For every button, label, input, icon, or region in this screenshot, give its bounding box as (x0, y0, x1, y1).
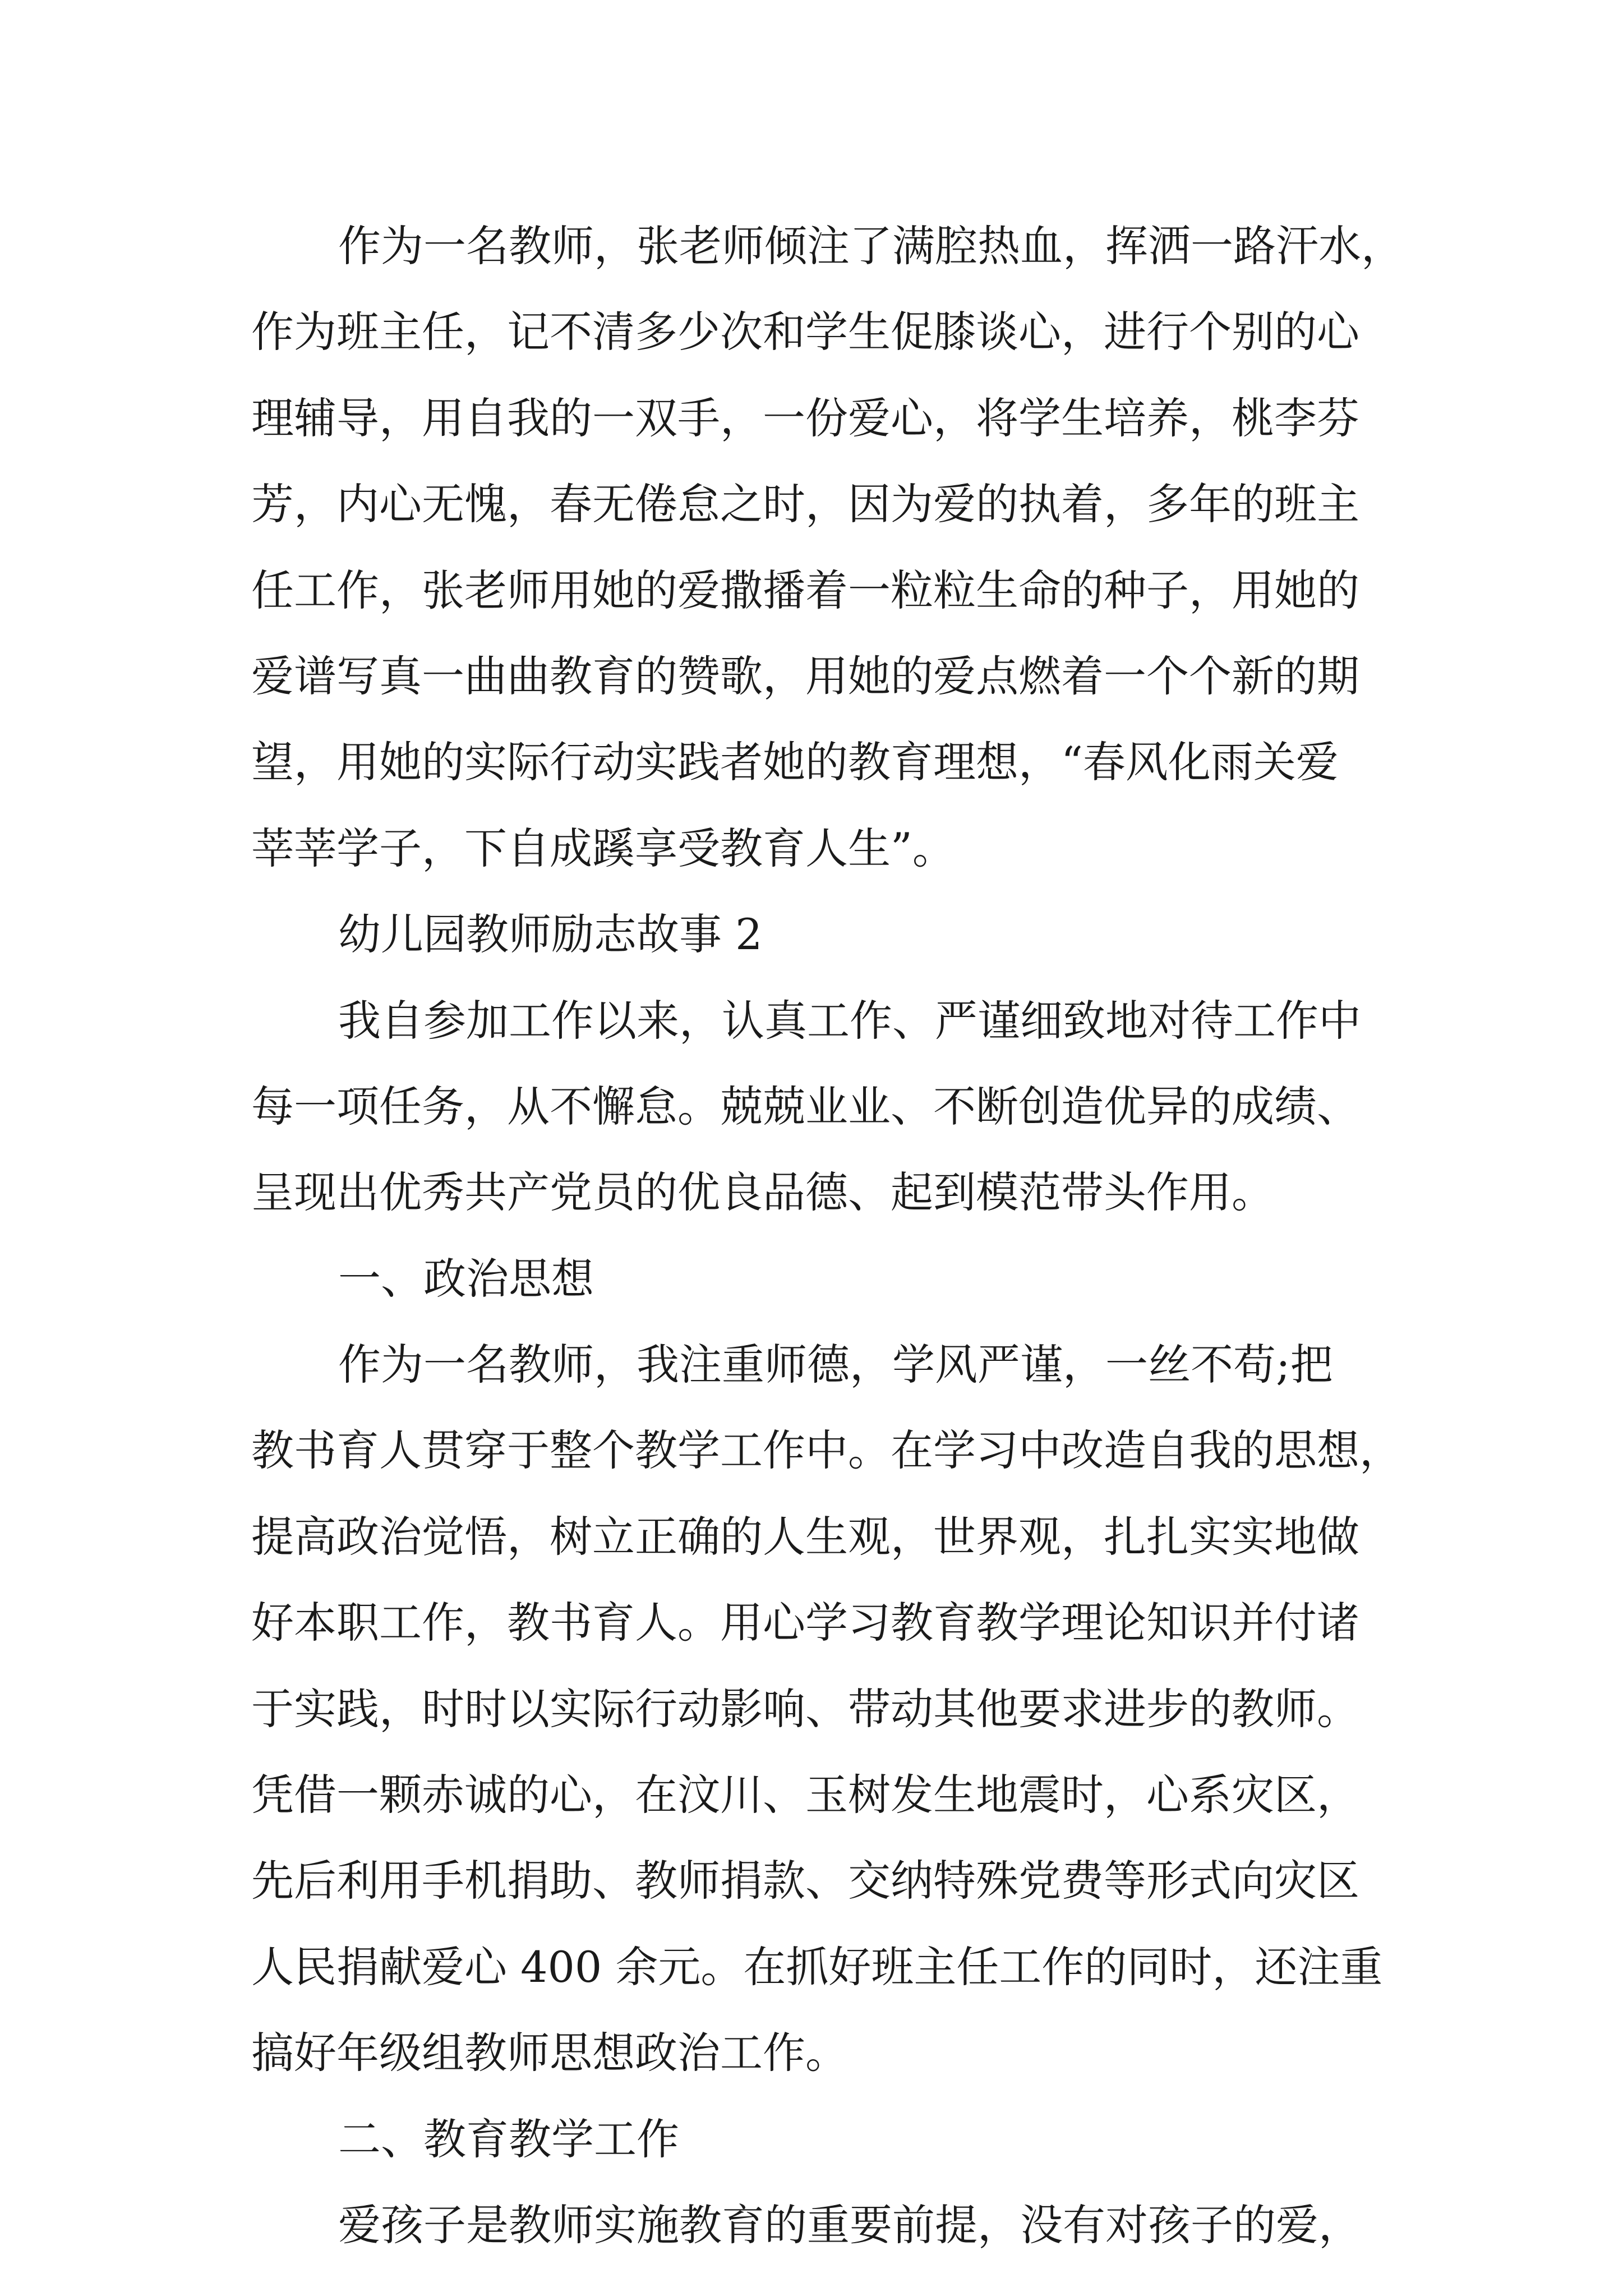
paragraph-line: 爱谱写真一曲曲教育的赞歌，用她的爱点燃着一个个新的期 (251, 651, 1359, 701)
paragraph-line: 莘莘学子，下自成蹊享受教育人生”。 (251, 823, 955, 873)
paragraph-line: 教书育人贯穿于整个教学工作中。在学习中改造自我的思想， (251, 1425, 1402, 1476)
paragraph-line: 作为一名教师，我注重师德，学风严谨，一丝不苟;把 (338, 1340, 1333, 1390)
paragraph-line: 搞好年级组教师思想政治工作。 (251, 2028, 848, 2078)
document-body (251, 203, 1429, 2268)
paragraph-line: 作为一名教师，张老师倾注了满腔热血，挥洒一路汗水， (338, 221, 1404, 271)
paragraph-line: 好本职工作，教书育人。用心学习教育教学理论知识并付诸 (251, 1598, 1359, 1648)
section-title: 幼儿园教师励志故事 2 (338, 909, 763, 960)
paragraph-line: 每一项任务，从不懈怠。兢兢业业、不断创造优异的成绩、 (251, 1081, 1359, 1131)
section-heading: 二、教育教学工作 (338, 2114, 679, 2164)
paragraph-line: 理辅导，用自我的一双手，一份爱心，将学生培养，桃李芬 (251, 393, 1359, 443)
paragraph-line: 芳，内心无愧，春无倦怠之时，因为爱的执着，多年的班主 (251, 479, 1359, 530)
paragraph-line: 作为班主任，记不清多少次和学生促膝谈心，进行个别的心 (251, 307, 1359, 357)
paragraph-line: 我自参加工作以来，认真工作、严谨细致地对待工作中 (338, 995, 1361, 1046)
paragraph-line: 呈现出优秀共产党员的优良品德、起到模范带头作用。 (251, 1167, 1274, 1218)
paragraph-line: 于实践，时时以实际行动影响、带动其他要求进步的教师。 (251, 1683, 1359, 1734)
paragraph-line: 爱孩子是教师实施教育的重要前提，没有对孩子的爱， (338, 2200, 1361, 2250)
paragraph-line: 望，用她的实际行动实践者她的教育理想，“春风化雨关爱 (251, 737, 1339, 788)
paragraph-line: 人民捐献爱心 400 余元。在抓好班主任工作的同时，还注重 (251, 1941, 1383, 1992)
paragraph-line: 凭借一颗赤诚的心，在汶川、玉树发生地震时，心系灾区， (251, 1770, 1359, 1820)
section-heading: 一、政治思想 (338, 1253, 594, 1304)
paragraph-line: 提高政治觉悟，树立正确的人生观，世界观，扎扎实实地做 (251, 1511, 1359, 1562)
paragraph-line: 任工作，张老师用她的爱撒播着一粒粒生命的种子，用她的 (251, 565, 1359, 615)
paragraph-line: 先后利用手机捐助、教师捐款、交纳特殊党费等形式向灾区 (251, 1856, 1359, 1906)
